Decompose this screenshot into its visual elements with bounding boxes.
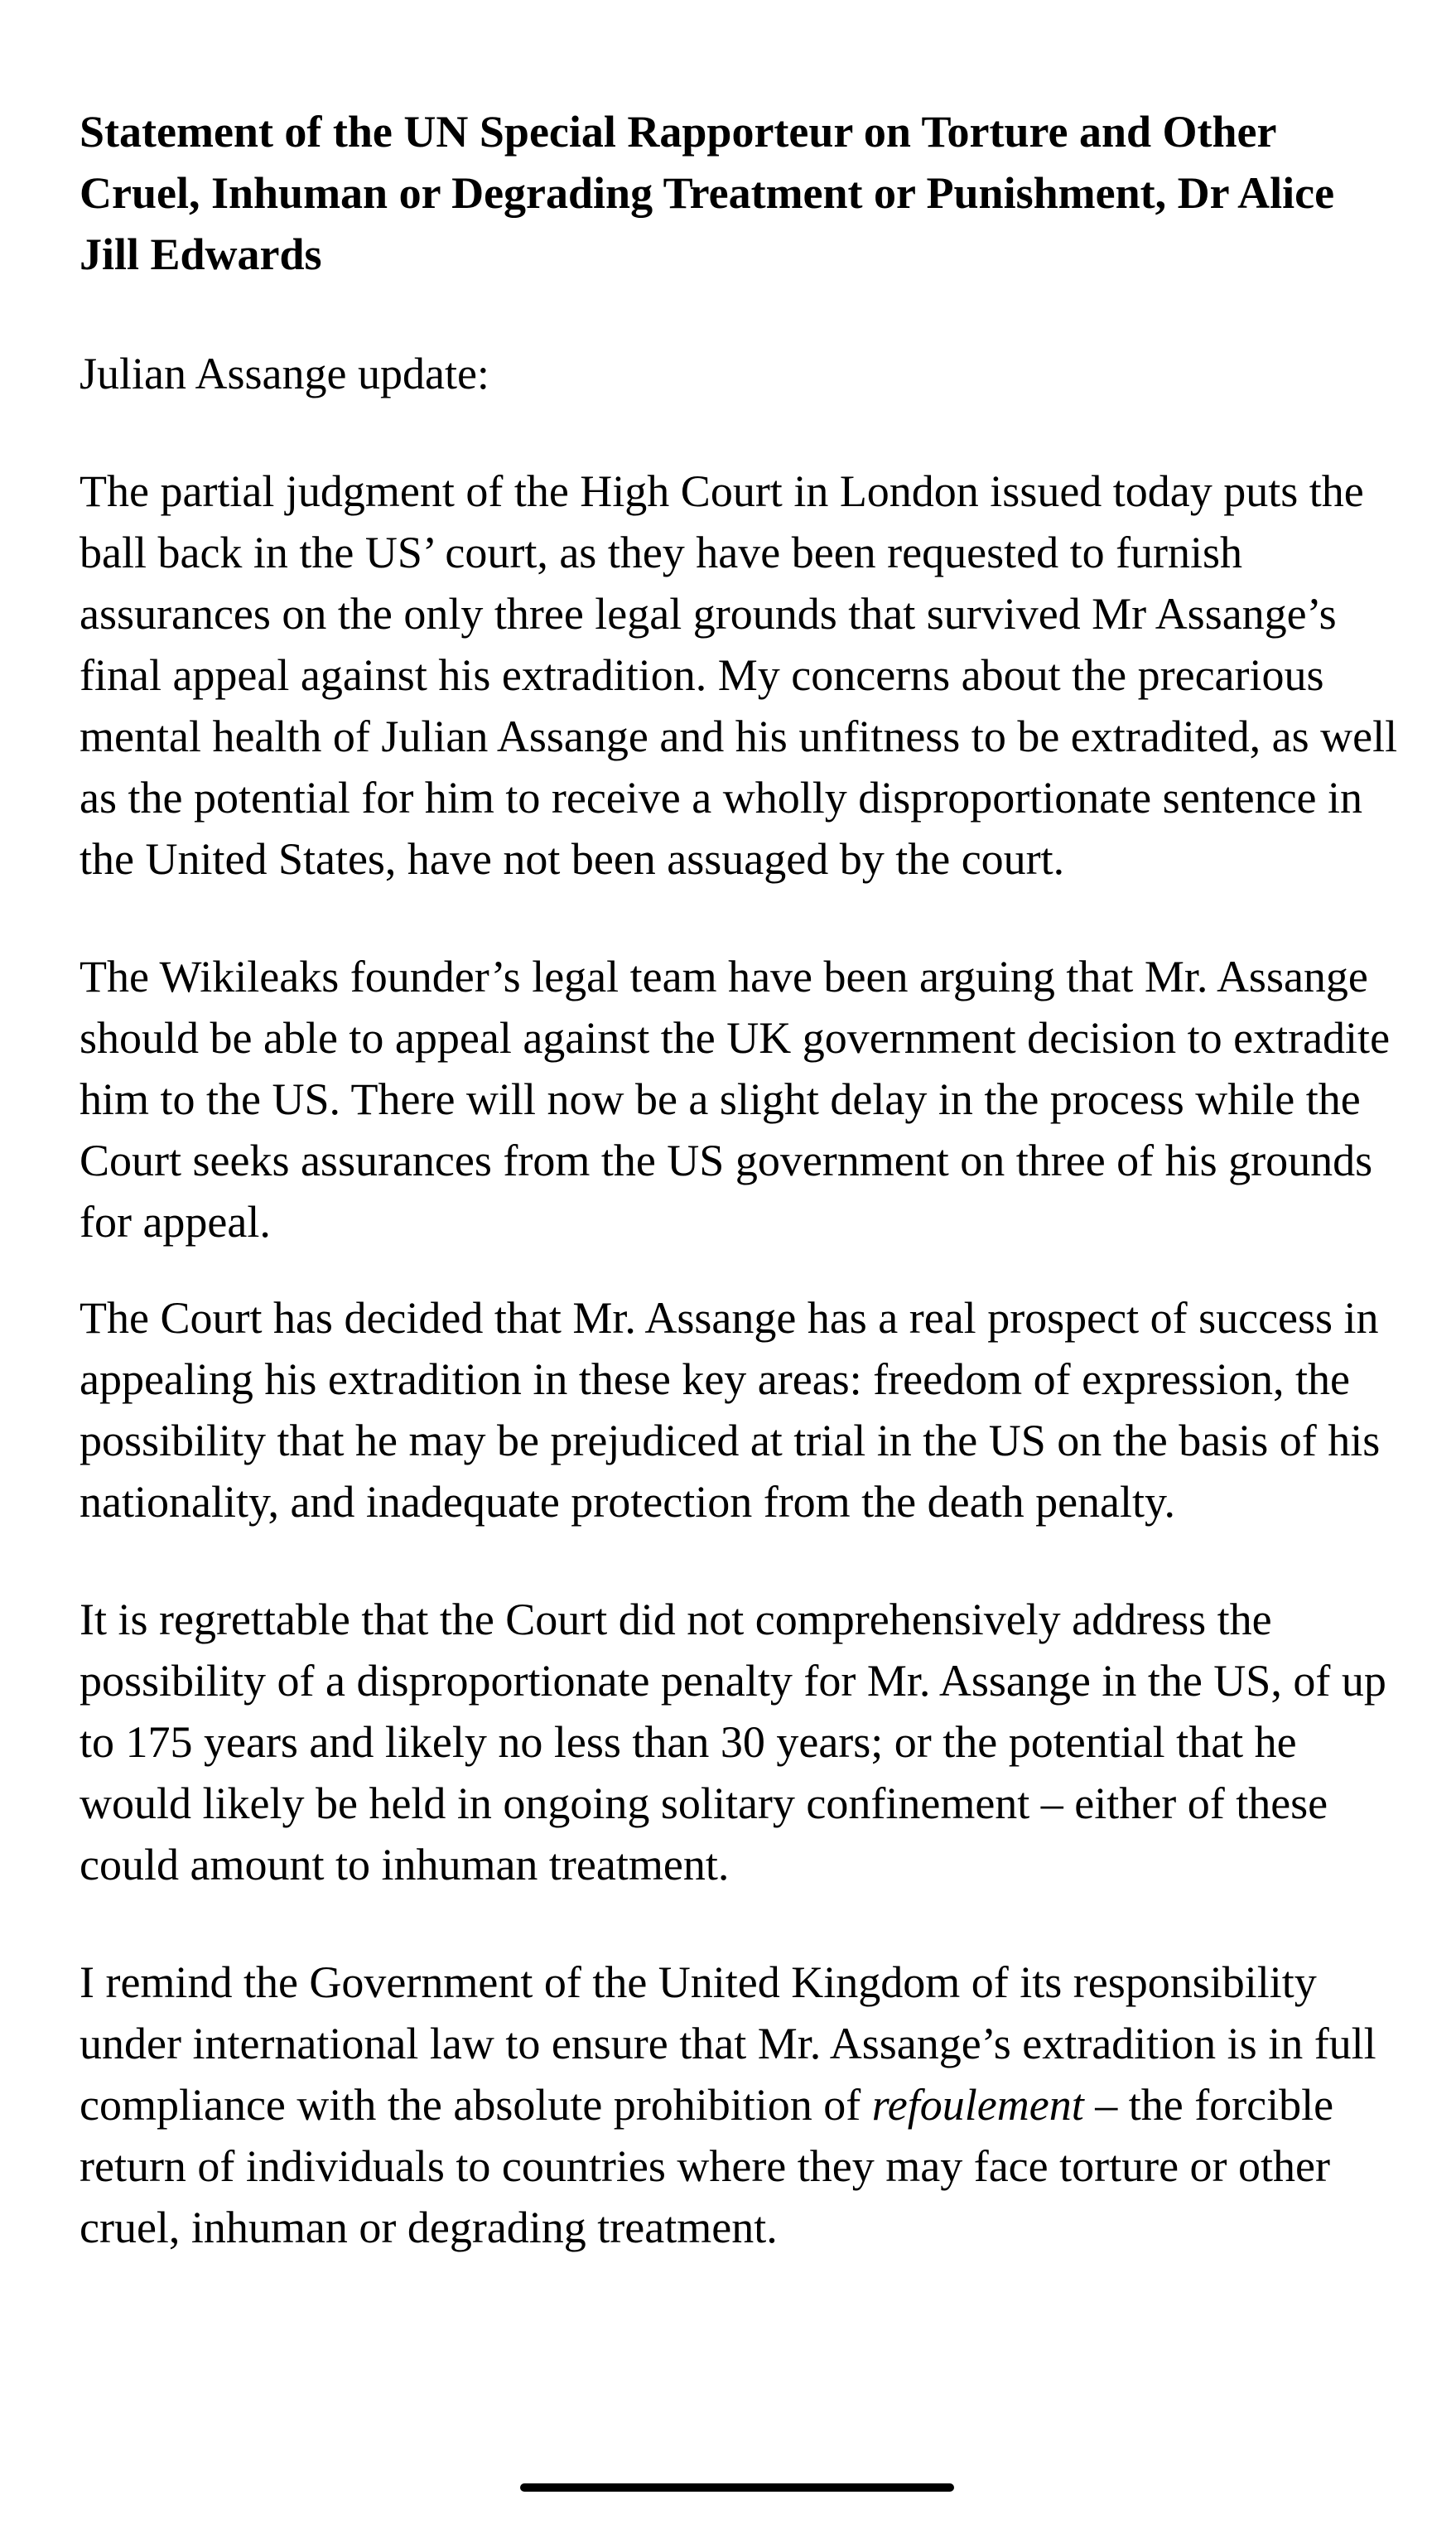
update-label: Julian Assange update:: [80, 349, 489, 398]
home-indicator-bar[interactable]: [520, 2483, 954, 2492]
paragraph-reminder-end: – the forcible return of individuals to countries where they may face torture or other cruel, inhuman or degrading treatment.: [80, 2080, 1334, 2252]
paragraph-reminder-start: I remind the Government of the United Kingdom of its responsibility under international law to ensure that Mr. Assange’s extradition is in full compliance with the absolute prohibition of: [80, 1957, 1376, 2130]
paragraph-regret: It is regrettable that the Court did not comprehensively address the possibility of a disproportionate penalty for Mr. Assange in the US, of up to 175 years and likely no less than 30 years; or the potential that he would likely be held in ongoing solitary confinement – either of these could amount to inhuman treatment.: [80, 1595, 1386, 1889]
statement-title: Statement of the UN Special Rapporteur on Torture and Other Cruel, Inhuman or Degrading Treatment or Punishment, Dr Alice Jill Edwards: [80, 107, 1335, 279]
paragraph-court-decision: The Court has decided that Mr. Assange has a real prospect of success in appealing his extradition in these key areas: freedom of expression, the possibility that he may be prejudiced at trial in the US on the basis of his nationality, and inadequate protection from the death penalty.: [80, 1293, 1381, 1527]
paragraph-reminder: [80, 1952, 1405, 2258]
paragraph-judgment: The partial judgment of the High Court in London issued today puts the ball back in the US’ court, as they have been requested to furnish assurances on the only three legal grounds that survived Mr Assange’s final appeal against his extradition. My concerns about the precarious mental health of Julian Assange and his unfitness to be extradited, as well as the potential for him to receive a wholly disproportionate sentence in the United States, have not been assuaged by the court.: [80, 466, 1398, 884]
refoulement-term: refoulement: [871, 2080, 1084, 2130]
statement-document: [80, 101, 1405, 2258]
paragraph-legal-team: The Wikileaks founder’s legal team have been arguing that Mr. Assange should be able to appeal against the UK government decision to extradite him to the US. There will now be a slight delay in the process while the Court seeks assurances from the US government on three of his grounds for appeal.: [80, 952, 1391, 1247]
